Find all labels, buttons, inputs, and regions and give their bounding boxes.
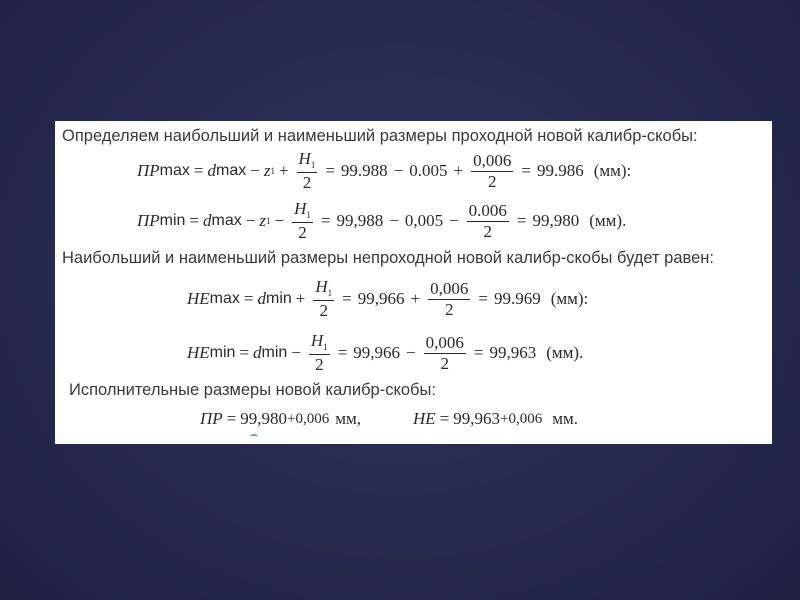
symbol-ne: НЕ — [187, 343, 210, 362]
equals-sign: = — [516, 211, 527, 230]
subscript: min — [266, 290, 292, 307]
symbol-h: H — [310, 331, 324, 351]
minus-sign: − — [389, 211, 399, 230]
symbol-d: d — [253, 343, 262, 362]
pr-value: 99,980 — [240, 409, 288, 428]
symbol-ne: НЕ — [413, 409, 436, 428]
pr-unit: мм, — [335, 409, 361, 428]
pr-tolerance: +0,006 — [287, 410, 330, 427]
symbol-h: H — [315, 277, 328, 297]
value: 99,966 — [357, 289, 405, 308]
denominator: 2 — [319, 300, 329, 320]
numerator: 0,006 — [430, 278, 469, 298]
denominator: 2 — [487, 171, 497, 191]
heading-executive-sizes: Исполнительные размеры новой калибр-скобы: — [69, 381, 436, 399]
unit-label: (мм). — [589, 211, 627, 230]
plus-sign: + — [278, 161, 289, 180]
equals-sign: = — [478, 289, 488, 308]
minus-sign: − — [393, 161, 404, 180]
subscript: 1 — [327, 288, 333, 299]
minus-sign: − — [291, 343, 301, 362]
equation-pr-min — [137, 199, 626, 243]
fraction-value — [467, 202, 509, 241]
fraction-h — [297, 150, 318, 191]
fraction-value — [471, 152, 513, 191]
ne-unit: мм. — [552, 409, 578, 428]
symbol-ne: НЕ — [187, 289, 210, 308]
document-panel — [55, 121, 772, 444]
subscript: max — [159, 162, 190, 179]
equals-sign: = — [521, 161, 531, 180]
plus-sign: + — [410, 289, 421, 308]
subscript: 1 — [266, 216, 271, 226]
minus-sign: − — [245, 211, 256, 230]
plus-sign: + — [453, 161, 464, 180]
numerator: 0,006 — [473, 150, 512, 170]
subscript: min — [209, 344, 236, 361]
equals-sign: = — [325, 161, 335, 180]
symbol-d: d — [203, 211, 212, 230]
minus-sign: − — [406, 343, 416, 362]
value: 99.988 — [340, 161, 388, 180]
symbol-h: H — [298, 149, 311, 169]
minus-sign: − — [250, 161, 260, 180]
unit-label: (мм): — [593, 161, 632, 180]
equation-ne-min — [187, 331, 583, 375]
subscript: max — [211, 212, 242, 229]
minus-sign: − — [449, 211, 459, 230]
numerator: 0,006 — [425, 332, 464, 352]
subscript: 1 — [306, 210, 311, 221]
equals-sign: = — [239, 343, 250, 362]
subscript: max — [216, 162, 247, 179]
heading-nogo-gauge: Наибольший и наименьший размеры непроходной новой калибр-скобы будет равен: — [62, 249, 714, 267]
equals-sign: = — [473, 343, 484, 362]
unit-label: (мм). — [546, 343, 584, 362]
minus-sign: − — [274, 211, 285, 230]
result-value: 99,963 — [489, 343, 537, 362]
denominator: 2 — [440, 353, 450, 373]
equals-sign: = — [439, 409, 450, 428]
subscript: max — [209, 290, 240, 307]
symbol-pr: ПР — [200, 409, 223, 428]
subscript: 1 — [323, 342, 328, 353]
result-value: 99,980 — [532, 211, 580, 230]
ne-tolerance: +0,006 — [500, 410, 543, 427]
fraction-value — [428, 280, 470, 319]
equals-sign: = — [320, 211, 331, 230]
subscript: 1 — [270, 166, 275, 176]
subscript: 1 — [310, 160, 316, 171]
equals-sign: = — [243, 289, 254, 308]
unit-label: (мм): — [550, 289, 589, 308]
equation-ne-max — [187, 277, 588, 321]
equals-sign: = — [189, 211, 200, 230]
symbol-d: d — [207, 161, 216, 180]
denominator: 2 — [483, 221, 493, 241]
denominator: 2 — [302, 172, 312, 192]
symbol-pr: ПР — [137, 211, 160, 230]
fraction-value — [424, 334, 466, 373]
value: 99,988 — [336, 211, 384, 230]
symbol-z: z — [259, 211, 266, 230]
equals-sign: = — [193, 161, 204, 180]
value: 99,966 — [353, 343, 401, 362]
fraction-h — [309, 332, 330, 373]
symbol-pr: ПР — [137, 161, 160, 180]
executive-sizes-line — [200, 399, 578, 439]
numerator: 0.006 — [468, 200, 507, 220]
equation-pr-max — [137, 149, 631, 193]
result-value: 99.986 — [536, 161, 584, 180]
heading-go-gauge: Определяем наибольший и наименьший размеры проходной новой калибр-скобы: — [62, 127, 698, 145]
value: 0.005 — [409, 161, 448, 180]
denominator: 2 — [444, 299, 454, 319]
fraction-h — [313, 278, 334, 319]
symbol-h: H — [294, 199, 307, 219]
symbol-z: z — [263, 161, 271, 180]
plus-sign: + — [295, 289, 306, 308]
ne-value: 99,963 — [453, 409, 501, 428]
green-pen-mark — [250, 434, 258, 439]
denominator: 2 — [315, 354, 324, 374]
equals-sign: = — [342, 289, 352, 308]
subscript: min — [159, 212, 186, 229]
subscript: min — [261, 344, 288, 361]
symbol-d: d — [257, 289, 266, 308]
value: 0,005 — [404, 211, 444, 230]
denominator: 2 — [298, 222, 307, 242]
result-value: 99.969 — [493, 289, 541, 308]
fraction-h — [292, 200, 313, 241]
equals-sign: = — [226, 409, 237, 428]
equals-sign: = — [337, 343, 348, 362]
